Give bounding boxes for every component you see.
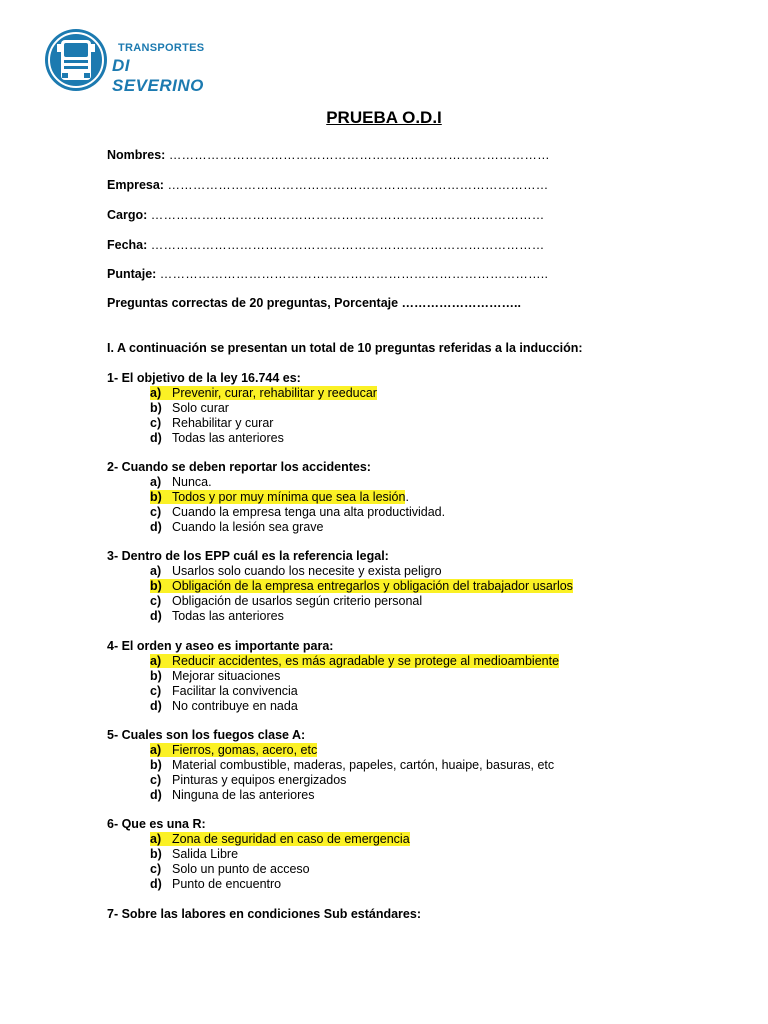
option-a[interactable] (107, 743, 554, 758)
option-letter: b) (150, 758, 162, 772)
question-7 (107, 906, 421, 922)
field-label: Puntaje: (107, 267, 157, 281)
option-letter: d) (150, 609, 162, 623)
question-5 (107, 727, 554, 803)
option-letter: c) (150, 773, 162, 787)
option-b[interactable] (107, 758, 554, 773)
question-title: 3- Dentro de los EPP cuál es la referencia legal: (107, 549, 389, 563)
option-letter: a) (150, 475, 162, 489)
option-text: Obligación de la empresa entregarlos y obligación del trabajador usarlos (172, 579, 573, 593)
option-b[interactable] (107, 401, 377, 416)
option-letter: d) (150, 788, 162, 802)
option-a[interactable] (107, 386, 377, 401)
option-letter: a) (150, 743, 162, 757)
option-highlight (150, 832, 410, 846)
option-letter: d) (150, 699, 162, 713)
question-4 (107, 638, 559, 714)
option-letter: a) (150, 832, 162, 846)
option-text: Fierros, gomas, acero, etc (172, 743, 318, 757)
option-a[interactable] (107, 564, 573, 579)
option-text: Todas las anteriores (172, 609, 284, 623)
field-puntaje[interactable] (107, 267, 548, 281)
question-title: 1- El objetivo de la ley 16.744 es: (107, 371, 301, 385)
company-logo (44, 26, 204, 94)
option-highlight (150, 579, 573, 593)
option-d[interactable] (107, 788, 554, 803)
field-label: Empresa: (107, 178, 164, 192)
option-b[interactable] (107, 579, 573, 594)
option-letter: b) (150, 579, 162, 593)
option-text: Ninguna de las anteriores (172, 788, 315, 802)
option-text: Todos y por muy mínima que sea la lesión (172, 490, 406, 504)
option-d[interactable] (107, 699, 559, 714)
option-letter: d) (150, 520, 162, 534)
field-dots: ……………………………………………………………………………….. (159, 267, 549, 281)
option-d[interactable] (107, 609, 573, 624)
option-letter: d) (150, 877, 162, 891)
field-label: Cargo: (107, 208, 148, 222)
option-text: Reducir accidentes, es más agradable y se protege al medioambiente (172, 654, 560, 668)
option-b[interactable]: b) Todos y por muy mínima que sea la lesión. (150, 490, 409, 504)
option-text: Nunca. (172, 475, 212, 489)
option-c[interactable] (107, 684, 559, 699)
option-text: Usarlos solo cuando los necesite y exista peligro (172, 564, 442, 578)
question-title: 7- Sobre las labores en condiciones Sub estándares: (107, 907, 421, 921)
field-dots: ……………………………………………………………………………… (167, 178, 549, 192)
question-title: 2- Cuando se deben reportar los accidentes: (107, 460, 371, 474)
option-highlight (150, 490, 405, 504)
field-fecha[interactable] (107, 238, 544, 252)
option-letter: c) (150, 505, 162, 519)
option-text: Facilitar la convivencia (172, 684, 298, 698)
field-nombres[interactable] (107, 148, 550, 162)
option-text: Material combustible, maderas, papeles, cartón, huaipe, basuras, etc (172, 758, 555, 772)
logo-line-1: TRANSPORTES (118, 42, 205, 54)
option-text: Rehabilitar y curar (172, 416, 274, 430)
option-letter: b) (150, 847, 162, 861)
option-letter: d) (150, 431, 162, 445)
option-letter: b) (150, 669, 162, 683)
option-text: Punto de encuentro (172, 877, 282, 891)
question-title: 5- Cuales son los fuegos clase A: (107, 728, 306, 742)
option-letter: a) (150, 386, 162, 400)
option-letter: b) (150, 490, 162, 504)
option-c[interactable] (107, 416, 377, 431)
option-a[interactable] (107, 475, 445, 490)
option-text: Cuando la empresa tenga una alta productividad. (172, 505, 446, 519)
option-text: Cuando la lesión sea grave (172, 520, 324, 534)
field-cargo[interactable] (107, 208, 544, 222)
option-c[interactable] (107, 594, 573, 609)
question-title: 6- Que es una R: (107, 817, 206, 831)
option-letter: c) (150, 594, 162, 608)
option-text: Prevenir, curar, rehabilitar y reeducar (172, 386, 377, 400)
option-text: Solo un punto de acceso (172, 862, 310, 876)
option-c[interactable] (107, 773, 554, 788)
field-label: Nombres: (107, 148, 166, 162)
option-highlight (150, 654, 559, 668)
field-dots: ………………………………………………………………………………… (150, 208, 545, 222)
field-empresa[interactable] (107, 178, 548, 192)
option-b[interactable] (107, 669, 559, 684)
logo-line-2: DI SEVERINO (112, 56, 204, 95)
option-c[interactable] (107, 505, 445, 520)
option-letter: c) (150, 862, 162, 876)
option-highlight (150, 743, 317, 757)
option-b[interactable] (107, 847, 410, 862)
option-text: Obligación de usarlos según criterio personal (172, 594, 423, 608)
option-text: Solo curar (172, 401, 229, 415)
question-6 (107, 816, 410, 892)
option-text: Todas las anteriores (172, 431, 284, 445)
section-heading: I. A continuación se presentan un total de 10 preguntas referidas a la inducción: (107, 341, 583, 355)
question-3 (107, 548, 573, 624)
option-a[interactable] (107, 654, 559, 669)
score-summary: Preguntas correctas de 20 preguntas, Porcentaje ……………………….. (107, 296, 522, 310)
document-title: PRUEBA O.D.I (326, 108, 442, 127)
option-letter: a) (150, 564, 162, 578)
question-2 (107, 459, 445, 535)
option-letter: b) (150, 401, 162, 415)
field-label: Fecha: (107, 238, 148, 252)
option-highlight (150, 386, 377, 400)
field-dots: ……………………………………………………………………………… (168, 148, 550, 162)
question-title: 4- El orden y aseo es importante para: (107, 639, 334, 653)
option-text: Pinturas y equipos energizados (172, 773, 347, 787)
question-1 (107, 370, 377, 446)
option-text: Zona de seguridad en caso de emergencia (172, 832, 410, 846)
option-letter: c) (150, 416, 162, 430)
option-d[interactable] (107, 431, 377, 446)
field-dots: ………………………………………………………………………………… (150, 238, 545, 252)
option-d[interactable] (107, 877, 410, 892)
option-letter: c) (150, 684, 162, 698)
option-letter: a) (150, 654, 162, 668)
option-text: Mejorar situaciones (172, 669, 281, 683)
option-c[interactable] (107, 862, 410, 877)
option-a[interactable] (107, 832, 410, 847)
option-text: Salida Libre (172, 847, 239, 861)
option-d[interactable] (107, 520, 445, 535)
option-text: No contribuye en nada (172, 699, 298, 713)
